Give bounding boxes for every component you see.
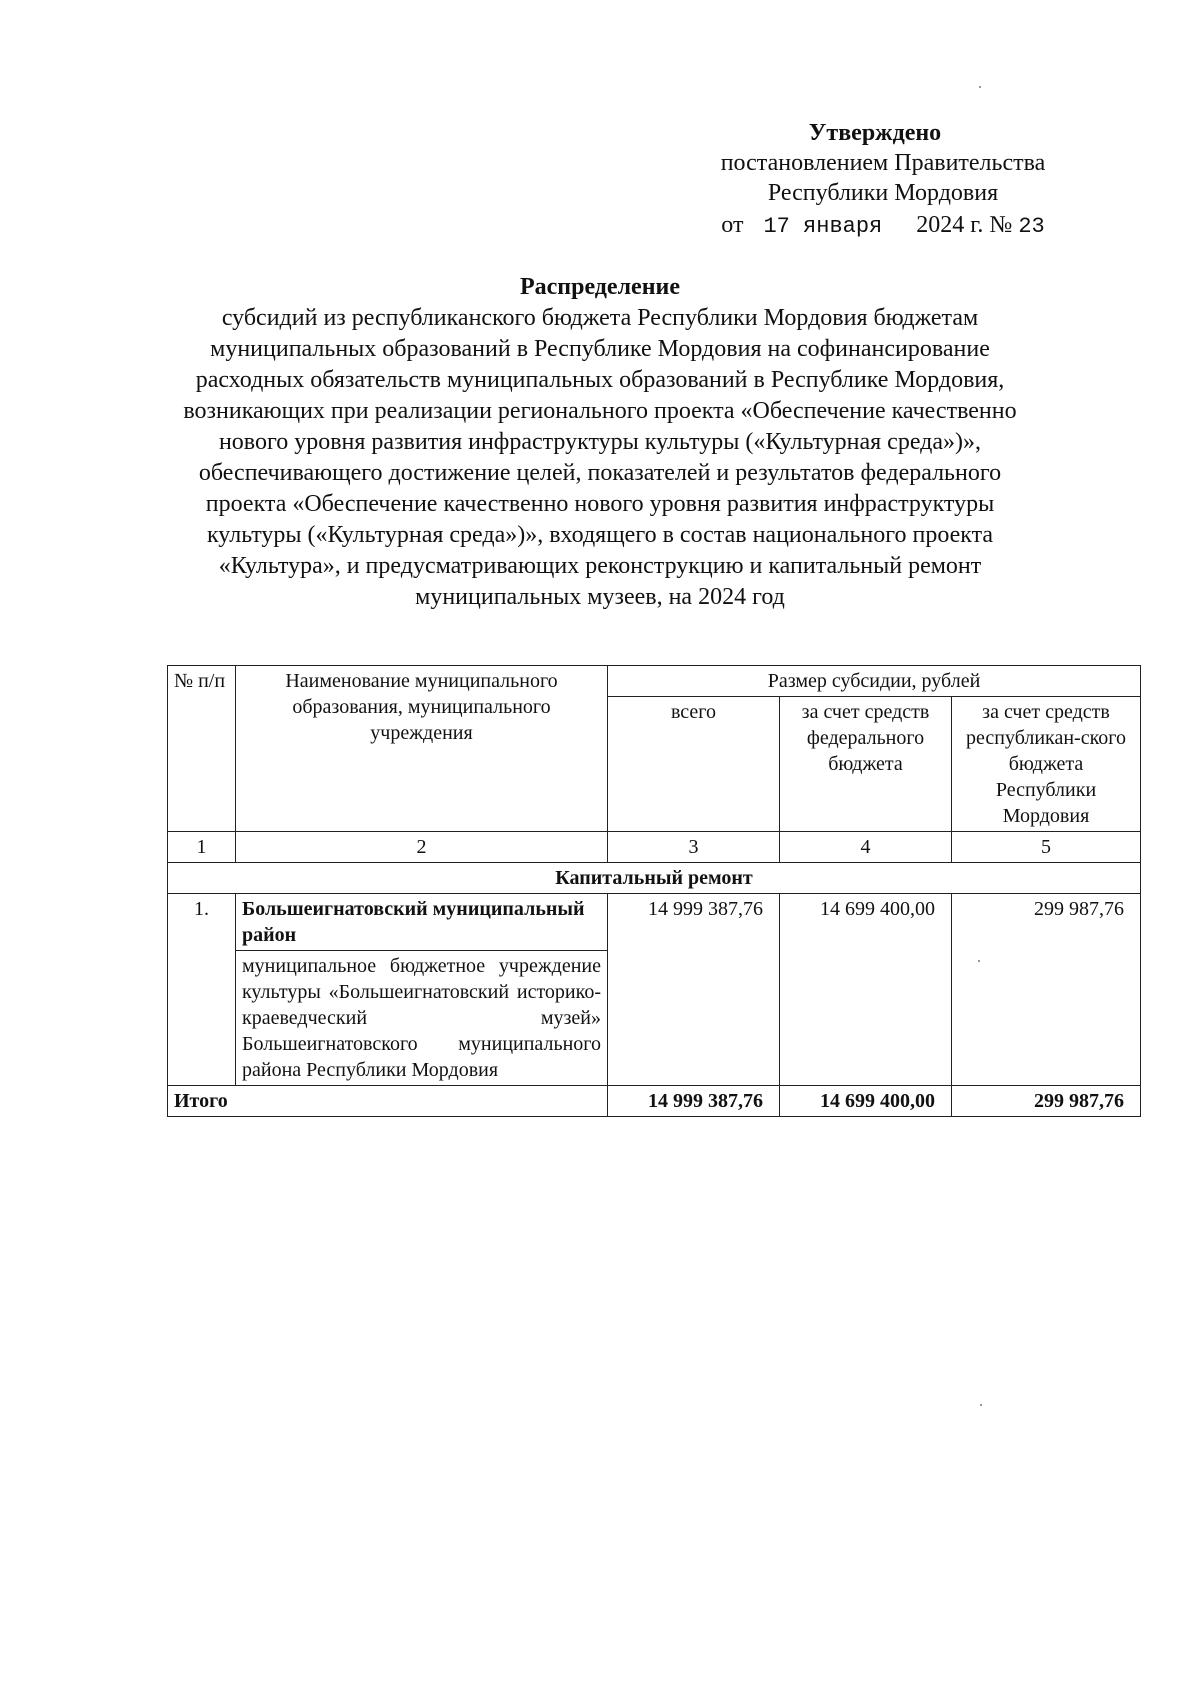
subsidy-table: [167, 665, 1141, 1117]
section-row: [168, 863, 1141, 894]
approval-line-1: постановлением Правительства: [720, 150, 1046, 176]
row-federal: 14 699 400,00: [780, 894, 952, 1086]
section-title: Капитальный ремонт: [168, 863, 1141, 894]
document-subtitle: субсидий из республиканского бюджета Республики Мордовия бюджетам муниципальных образований в Республике Мордовия на софинансирование расходных обязательств муниципальных образований в Республике Мордовия, возникающих при реализации регионального проекта «Обеспечение качественно нового уровня развития инфраструктуры культуры («Культурная среда»)», обеспечивающего достижение целей, показателей и результатов федерального проекта «Обеспечение качественно нового уровня развития инфраструктуры культуры («Культурная среда»)», входящего в состав национального проекта «Культура», и предусматривающих реконструкцию и капитальный ремонт муниципальных музеев, на 2024 год: [183, 305, 1017, 610]
decree-number: 23: [1018, 214, 1045, 239]
header-subsidy: Размер субсидии, рублей: [608, 666, 1141, 697]
col-number: 4: [780, 832, 952, 863]
date-prefix: от: [721, 212, 744, 238]
header-num: № п/п: [168, 666, 236, 832]
row-republic: 299 987,76: [952, 894, 1141, 1086]
header-federal: за счет средств федерального бюджета: [780, 697, 952, 832]
document-title: Распределение: [519, 274, 681, 300]
col-number: 2: [236, 832, 608, 863]
row-number: 1.: [168, 894, 236, 1086]
col-number: 1: [168, 832, 236, 863]
totals-label: Итого: [168, 1086, 608, 1117]
col-number: 5: [952, 832, 1141, 863]
scan-speck: [979, 86, 981, 88]
col-number: 3: [608, 832, 780, 863]
approval-title: Утверждено: [808, 120, 942, 146]
municipality-name: Большеигнатовский муниципальный район: [236, 894, 607, 951]
date-handwritten: 17 января: [763, 214, 883, 239]
totals-republic: 299 987,76: [952, 1086, 1141, 1117]
totals-row: [168, 1086, 1141, 1117]
table-row: [168, 894, 1141, 1086]
scan-speck: [978, 960, 980, 962]
approval-date: [648, 210, 1118, 242]
scan-speck: [980, 1404, 982, 1406]
totals-total: 14 999 387,76: [608, 1086, 780, 1117]
date-year: 2024 г. №: [916, 212, 1013, 238]
approval-block: [648, 118, 1118, 242]
approval-line-2: Республики Мордовия: [767, 180, 999, 206]
document-heading: [160, 272, 1040, 613]
header-name: Наименование муниципального образования, муниципального учреждения: [236, 666, 608, 832]
column-number-row: [168, 832, 1141, 863]
header-total: всего: [608, 697, 780, 832]
row-name-cell: [236, 894, 608, 1086]
institution-name: муниципальное бюджетное учреждение культуры «Большеигнатовский историко-краеведческий музей» Большеигнатовского муниципального района Республики Мордовия: [242, 955, 601, 1081]
row-total: 14 999 387,76: [608, 894, 780, 1086]
header-row: [168, 666, 1141, 697]
header-republic: за счет средств республикан-ского бюджета Республики Мордовия: [952, 697, 1141, 832]
totals-federal: 14 699 400,00: [780, 1086, 952, 1117]
